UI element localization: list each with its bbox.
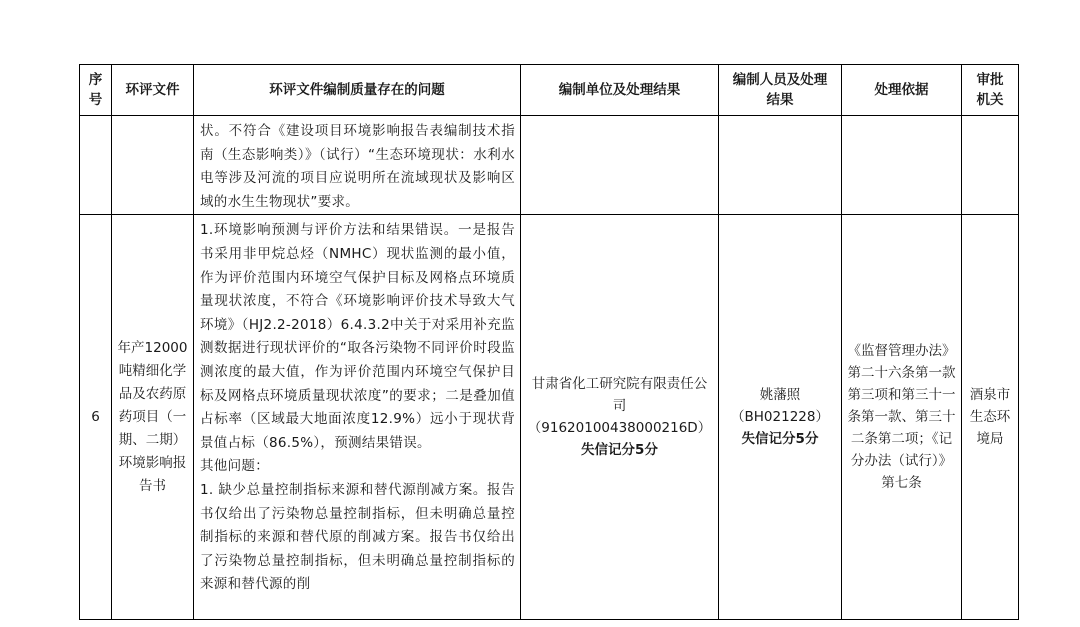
cell-empty xyxy=(521,116,719,215)
problem-cell xyxy=(194,215,521,620)
basis-cell: 《监督管理办法》第二十六条第一款第三项和第三十一条第一款、第三十二条第二项；《记分办法（试行）》第七条 xyxy=(842,215,962,620)
cell-empty xyxy=(80,116,112,215)
unit-code: （91620100438000216D） xyxy=(527,420,712,437)
problem-text: 状。不符合《建设项目环境影响报告表编制技术指南（生态影响类）》（试行）“生态环境现状：水利水电等涉及河流的项目应说明所在流域现状及影响区域的水生生物现状”要求。 xyxy=(200,123,515,210)
table-row xyxy=(80,215,1019,620)
org-cell: 酒泉市生态环境局 xyxy=(962,215,1019,620)
header-doc: 环评文件 xyxy=(112,65,194,116)
cell-empty xyxy=(842,116,962,215)
header-problem: 环评文件编制质量存在的问题 xyxy=(194,65,521,116)
header-unit: 编制单位及处理结果 xyxy=(521,65,719,116)
unit-result: 失信记分5分 xyxy=(581,442,658,459)
person-cell xyxy=(719,215,842,620)
header-person: 编制人员及处理结果 xyxy=(719,65,842,116)
table-header-row xyxy=(80,65,1019,116)
seq-cell: 6 xyxy=(80,215,112,620)
table-row-continued xyxy=(80,116,1019,215)
header-org: 审批机关 xyxy=(962,65,1019,116)
cell-empty xyxy=(719,116,842,215)
cell-empty xyxy=(962,116,1019,215)
problem-paragraph: 其他问题： xyxy=(200,458,269,475)
header-basis: 处理依据 xyxy=(842,65,962,116)
problem-paragraph: 1.环境影响预测与评价方法和结果错误。一是报告书采用非甲烷总烃（NMHC）现状监测的最小值，作为评价范围内环境空气保护目标及网格点环境质量现状浓度，不符合《环境影响评价技术导致大气环境》（HJ2.2-2018）6.4.3.2中关于对采用补充监测数据进行现状评价的“取各污染物不同评价时段监测浓度的最大值，作为评价范围内环境空气保护目标及网格点环境质量现状浓度”的要求；二是叠加值占标率（区域最大地面浓度12.9%）远小于现状背景值占标（86.5%），预测结果错误。 xyxy=(200,222,515,451)
person-result: 失信记分5分 xyxy=(741,431,819,448)
header-seq: 序号 xyxy=(80,65,112,116)
person-name: 姚藩照 xyxy=(759,387,801,404)
unit-name: 甘肃省化工研究院有限责任公司 xyxy=(531,376,708,415)
problem-cell xyxy=(194,116,521,215)
violation-table xyxy=(79,64,1019,620)
cell-empty xyxy=(112,116,194,215)
doc-name-cell: 年产12000吨精细化学品及农药原药项目（一期、二期）环境影响报告书 xyxy=(112,215,194,620)
unit-cell xyxy=(521,215,719,620)
problem-paragraph: 1. 缺少总量控制指标来源和替代源削减方案。报告书仅给出了污染物总量控制指标，但未明确总量控制指标的来源和替代原的削减方案。报告书仅给出了污染物总量控制指标，但未明确总量控制指标的来源和替代源的削 xyxy=(200,481,515,593)
person-code: （BH021228） xyxy=(731,409,829,426)
